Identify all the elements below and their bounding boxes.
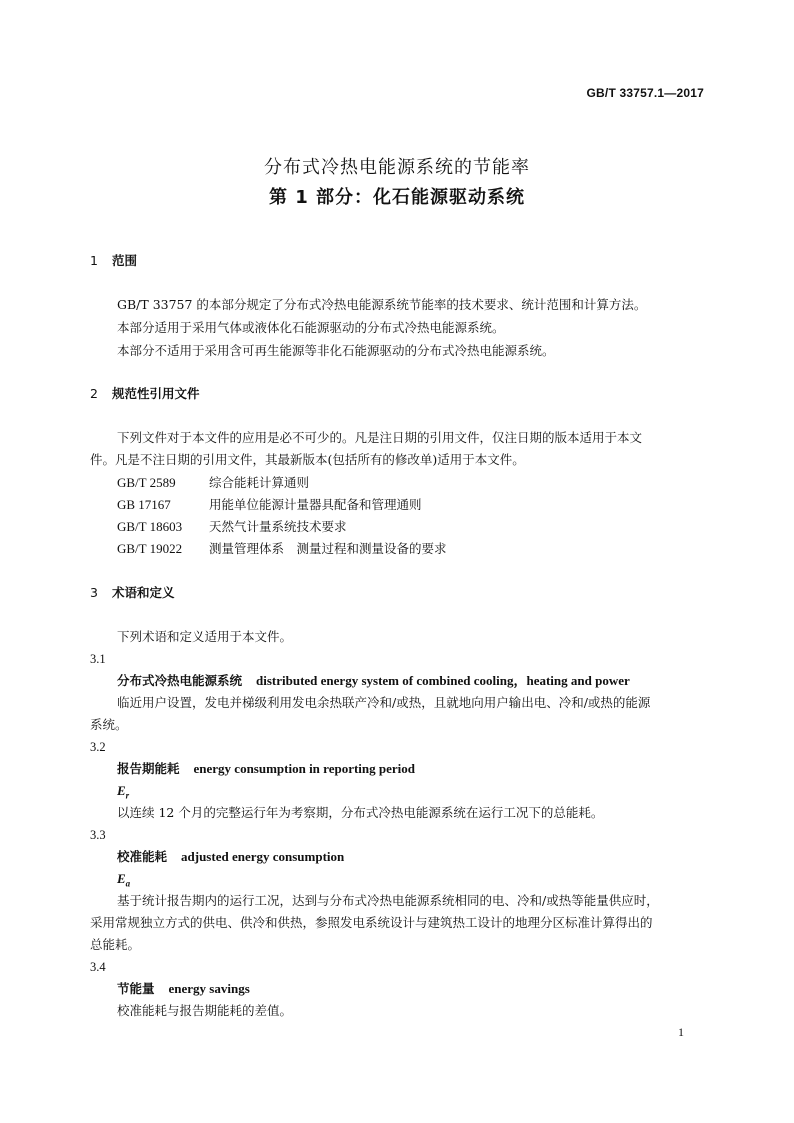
reference-item: [117, 541, 447, 557]
term-number: 3.1: [90, 652, 106, 666]
section-title: 范围: [112, 253, 138, 268]
standard-number: GB/T 33757.1—2017: [586, 86, 704, 100]
term-chinese: 校准能耗: [117, 849, 168, 864]
paragraph: 下列术语和定义适用于本文件。: [117, 629, 293, 644]
term-definition: 临近用户设置，发电并梯级利用发电余热联产冷和/或热，且就地向用户输出电、冷和/或热的能源: [117, 695, 651, 710]
section-title: 术语和定义: [112, 585, 175, 600]
term-definition: 以连续 12 个月的完整运行年为考察期，分布式冷热电能源系统在运行工况下的总能耗。: [117, 805, 604, 820]
term-chinese: 报告期能耗: [117, 761, 180, 776]
paragraph: 本部分不适用于采用含可再生能源等非化石能源驱动的分布式冷热电能源系统。: [117, 343, 555, 358]
reference-title: 综合能耗计算通则: [209, 475, 310, 490]
term-number: 3.2: [90, 740, 106, 754]
term-definition-continuation: 采用常规独立方式的供电、供冷和供热，参照发电系统设计与建筑热工设计的地理分区标准计算得出的: [90, 915, 653, 930]
term-entry: [117, 981, 250, 997]
term-english: distributed energy system of combined cooling，heating and power: [256, 673, 630, 688]
term-entry: [117, 761, 415, 777]
reference-code: GB/T 19022: [117, 541, 183, 556]
reference-title: 天然气计量系统技术要求: [209, 519, 347, 534]
reference-item: [117, 497, 422, 513]
term-definition: 基于统计报告期内的运行工况，达到与分布式冷热电能源系统相同的电、冷和/或热等能量供应时，: [117, 893, 659, 908]
reference-code: GB 17167: [117, 497, 171, 512]
term-number: 3.3: [90, 828, 106, 842]
symbol-subscript: a: [125, 878, 131, 889]
term-definition: 校准能耗与报告期能耗的差值。: [117, 1003, 293, 1018]
term-english: energy consumption in reporting period: [193, 761, 416, 776]
section-title: 规范性引用文件: [112, 386, 200, 401]
paragraph: 下列文件对于本文件的应用是必不可少的。凡是注日期的引用文件，仅注日期的版本适用于本文: [117, 430, 643, 445]
paragraph: 本部分适用于采用气体或液体化石能源驱动的分布式冷热电能源系统。: [117, 320, 505, 335]
page-number: 1: [678, 1025, 684, 1039]
reference-code: GB/T 18603: [117, 519, 183, 534]
term-definition-continuation: 系统。: [90, 717, 128, 732]
paragraph: GB/T 33757 的本部分规定了分布式冷热电能源系统节能率的技术要求、统计范围和计算方法。: [117, 297, 647, 312]
symbol-letter: E: [117, 871, 126, 886]
term-english: energy savings: [168, 981, 250, 996]
term-symbol: [117, 783, 129, 804]
section-number: 3: [90, 585, 98, 600]
document-title: 分布式冷热电能源系统的节能率: [264, 157, 530, 178]
section-heading-scope: [90, 253, 137, 269]
reference-item: [117, 475, 309, 491]
reference-item: [117, 519, 347, 535]
term-english: adjusted energy consumption: [181, 849, 345, 864]
section-heading-normative-references: [90, 386, 200, 402]
term-definition-continuation: 总能耗。: [90, 937, 141, 952]
reference-title: 用能单位能源计量器具配备和管理通则: [209, 497, 422, 512]
section-number: 2: [90, 386, 98, 401]
term-chinese: 节能量: [117, 981, 155, 996]
term-entry: [117, 849, 344, 865]
term-chinese: 分布式冷热电能源系统: [117, 673, 243, 688]
symbol-subscript: r: [125, 790, 130, 801]
section-heading-terms-definitions: [90, 585, 175, 601]
paragraph-continuation: 件。凡是不注日期的引用文件，其最新版本(包括所有的修改单)适用于本文件。: [90, 452, 525, 467]
document-subtitle: 第 1 部分：化石能源驱动系统: [268, 187, 526, 208]
term-symbol: [117, 871, 130, 892]
reference-title: 测量管理体系 测量过程和测量设备的要求: [209, 541, 447, 556]
term-number: 3.4: [90, 960, 106, 974]
section-number: 1: [90, 253, 98, 268]
reference-code: GB/T 2589: [117, 475, 176, 490]
symbol-letter: E: [117, 783, 126, 798]
term-entry: [117, 673, 630, 689]
